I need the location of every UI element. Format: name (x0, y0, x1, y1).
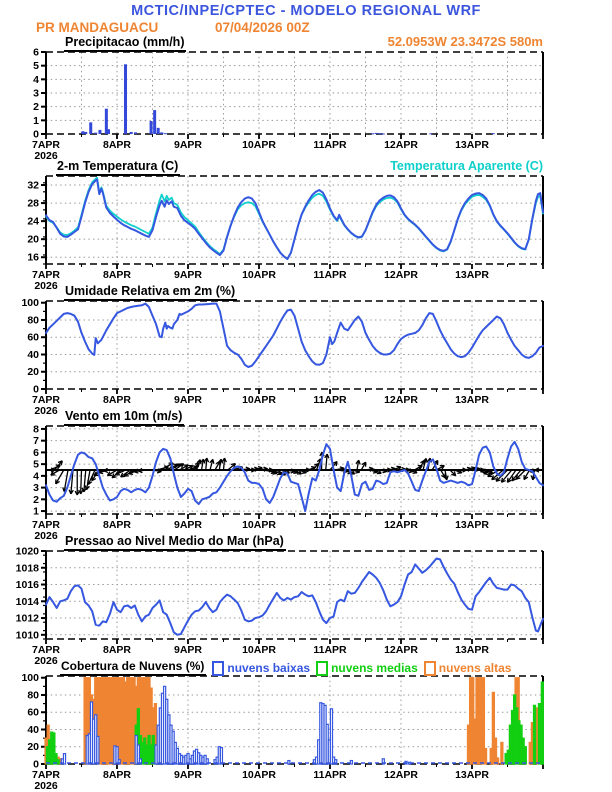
svg-text:7APR: 7APR (31, 769, 61, 781)
svg-text:2026: 2026 (34, 655, 58, 667)
svg-text:12APR: 12APR (384, 769, 418, 781)
svg-text:11APR: 11APR (313, 769, 347, 781)
svg-text:10APR: 10APR (242, 644, 276, 656)
svg-text:8APR: 8APR (102, 394, 132, 406)
svg-text:3: 3 (33, 87, 39, 100)
svg-text:32: 32 (27, 179, 39, 192)
svg-text:5: 5 (33, 60, 39, 73)
legend-label: nuvens baixas (227, 661, 311, 675)
svg-text:7APR: 7APR (31, 394, 61, 406)
svg-text:7APR: 7APR (31, 139, 61, 151)
legend-item-mid-clouds (316, 661, 418, 676)
svg-text:1014: 1014 (15, 595, 39, 608)
svg-text:2026: 2026 (34, 280, 58, 292)
svg-text:20: 20 (27, 741, 39, 754)
svg-text:100: 100 (21, 297, 39, 310)
svg-text:20: 20 (27, 233, 39, 246)
svg-text:1012: 1012 (15, 612, 39, 625)
panel-title-temperature: 2-m Temperatura (C) (56, 159, 180, 176)
cloud-title-row (60, 659, 608, 676)
svg-text:1020: 1020 (15, 545, 39, 558)
svg-text:60: 60 (27, 706, 39, 719)
svg-text:60: 60 (27, 331, 39, 344)
svg-text:100: 100 (21, 672, 39, 685)
svg-text:2026: 2026 (34, 150, 58, 162)
svg-text:10APR: 10APR (242, 519, 276, 531)
svg-text:10APR: 10APR (242, 139, 276, 151)
svg-text:24: 24 (27, 215, 39, 228)
svg-text:13APR: 13APR (455, 644, 489, 656)
svg-text:2: 2 (33, 493, 39, 506)
station-name: PR MANDAGUACU (36, 20, 159, 35)
svg-text:9APR: 9APR (173, 644, 203, 656)
svg-text:13APR: 13APR (455, 139, 489, 151)
svg-text:9APR: 9APR (173, 769, 203, 781)
svg-text:8APR: 8APR (102, 769, 132, 781)
svg-text:16: 16 (27, 251, 39, 264)
legend-apparent-temperature: Temperatura Aparente (C) (390, 159, 543, 173)
svg-text:13APR: 13APR (455, 394, 489, 406)
panel-title-pressure: Pressao ao Nivel Medio do Mar (hPa) (64, 534, 286, 551)
svg-text:2026: 2026 (34, 405, 58, 417)
svg-text:80: 80 (27, 689, 39, 702)
svg-text:4: 4 (33, 73, 39, 86)
svg-text:12APR: 12APR (384, 139, 418, 151)
svg-text:1010: 1010 (15, 629, 39, 642)
svg-text:8APR: 8APR (102, 519, 132, 531)
svg-text:13APR: 13APR (455, 269, 489, 281)
high-clouds-swatch-icon (424, 661, 436, 676)
panel-title-wind: Vento em 10m (m/s) (64, 409, 184, 426)
svg-text:1: 1 (33, 114, 39, 127)
svg-text:10APR: 10APR (242, 269, 276, 281)
svg-text:9APR: 9APR (173, 519, 203, 531)
svg-text:9APR: 9APR (173, 394, 203, 406)
svg-text:12APR: 12APR (384, 394, 418, 406)
legend-item-low-clouds (212, 661, 310, 676)
svg-text:11APR: 11APR (313, 139, 347, 151)
mid-clouds-swatch-icon (316, 661, 328, 676)
svg-text:8APR: 8APR (102, 644, 132, 656)
svg-text:2026: 2026 (34, 530, 58, 542)
svg-text:13APR: 13APR (455, 519, 489, 531)
svg-text:7APR: 7APR (31, 519, 61, 531)
svg-text:1016: 1016 (15, 579, 39, 592)
legend-item-high-clouds (424, 661, 512, 676)
svg-text:12APR: 12APR (384, 519, 418, 531)
svg-text:10APR: 10APR (242, 769, 276, 781)
svg-text:6: 6 (33, 446, 39, 459)
model-run-datetime: 07/04/2026 00Z (215, 20, 310, 35)
legend-label: nuvens altas (438, 661, 512, 675)
svg-text:2: 2 (33, 101, 39, 114)
svg-text:0: 0 (33, 758, 39, 771)
svg-text:12APR: 12APR (384, 644, 418, 656)
svg-text:7: 7 (33, 435, 39, 448)
svg-text:10APR: 10APR (242, 394, 276, 406)
legend-label: nuvens medias (331, 661, 418, 675)
svg-text:0: 0 (33, 128, 39, 141)
svg-text:7APR: 7APR (31, 269, 61, 281)
panel-title-humidity: Umidade Relativa em 2m (%) (64, 284, 237, 301)
svg-text:11APR: 11APR (313, 519, 347, 531)
svg-text:1: 1 (33, 505, 39, 518)
svg-text:3: 3 (33, 482, 39, 495)
svg-text:40: 40 (27, 348, 39, 361)
svg-text:9APR: 9APR (173, 139, 203, 151)
svg-text:13APR: 13APR (455, 769, 489, 781)
svg-text:8APR: 8APR (102, 139, 132, 151)
svg-text:12APR: 12APR (384, 269, 418, 281)
svg-text:28: 28 (27, 197, 39, 210)
svg-text:11APR: 11APR (313, 644, 347, 656)
page-title: MCTIC/INPE/CPTEC - MODELO REGIONAL WRF (131, 3, 481, 19)
panel-title-precipitation: Precipitacao (mm/h) (64, 35, 186, 52)
svg-text:20: 20 (27, 366, 39, 379)
svg-text:5: 5 (33, 458, 39, 471)
svg-text:1018: 1018 (15, 562, 39, 575)
svg-text:7APR: 7APR (31, 644, 61, 656)
svg-text:80: 80 (27, 314, 39, 327)
svg-text:0: 0 (33, 383, 39, 396)
svg-text:8APR: 8APR (102, 269, 132, 281)
svg-text:11APR: 11APR (313, 394, 347, 406)
svg-text:9APR: 9APR (173, 269, 203, 281)
station-coordinates: 52.0953W 23.3472S 580m (387, 34, 543, 49)
svg-text:6: 6 (33, 46, 39, 59)
svg-text:4: 4 (33, 470, 39, 483)
svg-text:2026: 2026 (34, 780, 58, 792)
svg-text:40: 40 (27, 723, 39, 736)
svg-text:11APR: 11APR (313, 269, 347, 281)
svg-text:8: 8 (33, 423, 39, 436)
panel-title-clouds: Cobertura de Nuvens (%) (60, 659, 206, 676)
low-clouds-swatch-icon (212, 661, 224, 676)
